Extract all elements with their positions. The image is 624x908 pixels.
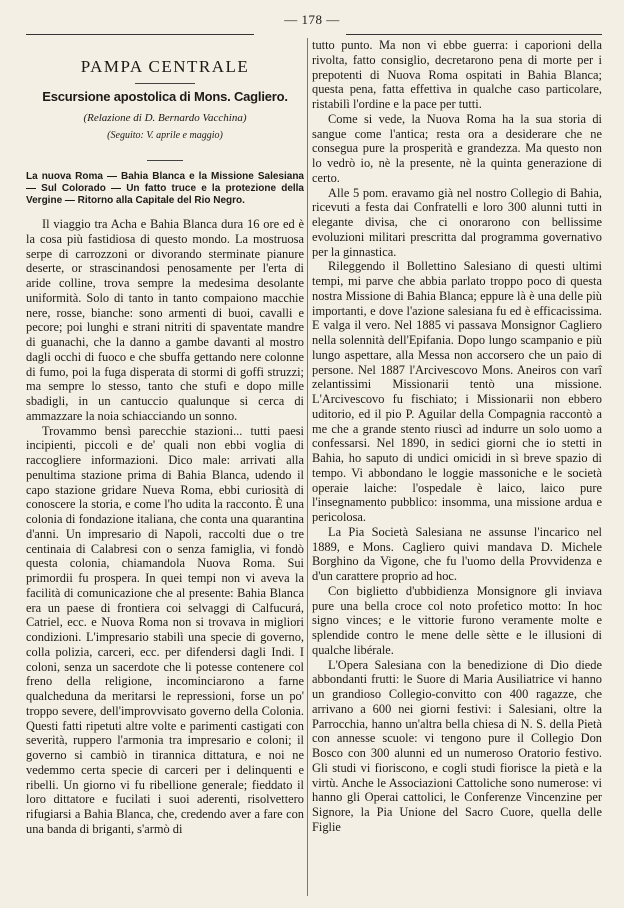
article-title: Escursione apostolica di Mons. Cagliero. [42,88,288,104]
paragraph: La Pia Società Salesiana ne assunse l'incarico nel 1889, e Mons. Cagliero quivi mandava D. Michele Borghino da Vigone, che fu l'uomo della Provvidenza e d'un carattere proprio ad hoc. [312,524,602,583]
page-number: — 178 — [284,12,340,27]
paragraph: Rileggendo il Bollettino Salesiano di questi ultimi tempi, mi parve che abbia parlato troppo poco di questa nostra Missione di Bahia Blanca; eppure là è una delle più importanti, e dove l'azione salesiana fu ed è efficacissima. E valga il vero. Nel 1885 vi passava Monsignor Cagliero nella solennità dell'Epifania. Dopo lungo scampanio e più lungo aspettare, alla Messa non accorsero che un paio di persone. Nel 1887 l'Arcivescovo Mons. Aneiros con varî zelantissimi Missionarii tentò una missione. L'Arcivescovo fu fischiato; i Missionarii non ebbero uditorio, ed il pio P. Aguilar della Compagnia raccontò a me che a grande stento riuscì ad indurre un solo uomo a confessarsi. Nel 1890, in sedici giorni che io stetti in Bahia, ho saputo di undici omicidi in sì breve spazio di tempo. Vi abbondano le loggie massoniche e le società operaie laiche: l'ospedale è laico, laico pure l'insegnamento pubblico: insomma, una missione ardua e pericolosa. [312,259,602,524]
right-column [312,38,602,835]
header-rule-right [346,34,602,35]
paragraph: Con biglietto d'ubbidienza Monsignore gli inviava pure una bella croce col noto profetico motto: In hoc signo vinces; e le vittorie furono veramente molte e splendide contro le mene delle sètte e le illusioni di qualche libérale. [312,583,602,657]
section-title: PAMPA CENTRALE [80,57,250,76]
paragraph: L'Opera Salesiana con la benedizione di Dio diede abbondanti frutti: le Suore di Maria Ausiliatrice vi hanno un grandioso Collegio-convitto con 400 ragazze, che arrivano a 600 nei giorni festivi: i Salesiani, oltre la Parrocchia, hanno un'altra bella chiesa di N. S. della Pietà con annesse scuole: vi tengono pure il Collegio Don Bosco con 300 alunni ed un numeroso Oratorio festivo. Gli studi vi fioriscono, e cogli studi fiorisce la pietà e la virtù. Anche le Associazioni Cattoliche sono numerose: vi hanno gli Operai cattolici, le Conferenze Vincenzine per Signore, la Pia Unione del Sacro Cuore, quella delle Figlie [312,657,602,834]
continuation-note: (Seguito: V. aprile e maggio) [107,130,223,142]
paragraph: Trovammo bensì parecchie stazioni... tutti paesi incipienti, piccoli e de' quali non ebbi voglia di raccogliere informazioni. Dico male: arrivati alla penultima stazione prima di Bahia Blanca, udendo il capo stazione gridare Nueva Roma, ebbi curiosità di conoscere la storia, e come l'ho udita la racconto. È una colonia di fondazione italiana, che conta una quarantina d'anni. Un impresario di Napoli, raccolti due o tre centinaia di Calabresi con o senza famiglia, vi fondò questa colonia, chiamandola Nuova Roma. Sui primordii fu prospera. In quei tempi non vi aveva la facilità di comunicazione che al presente: Bahia Blanca era un paese di frontiera coi selvaggi di Calfucurá, Catriel, ecc. e Nuova Roma non si trovava in migliori condizioni. L'impresario stabilì una specie di governo, colla polizia, carceri, ecc. per difendersi dagli Indi. I coloni, senza un sacerdote che li potesse contenere col freno della religione, incominciarono a farne qualcheduna da meritarsi le repressioni, forse un po' troppo severe, dell'improvvisato governo della Colonia. Questi fatti ripetuti altre volte e parimenti castigati con severità, ruppero l'armonia tra impresario e coloni; il governo si cambiò in tirannica dittatura, e noi ne vedemmo certa specie di carceri per i delinquenti e ribelli. Un giorno vi fu ribellione generale; fieddato il loro dittatore e fucilati i suoi aderenti, risolvettero rifugiarsi a Bahia Blanca, che, credendo aver a fare con una banda di briganti, s'armò di [26,423,304,836]
paragraph: tutto punto. Ma non vi ebbe guerra: i caporioni della rivolta, fatto consiglio, decretarono pena di morte per i prepotenti di Nuova Roma ospitati in Bahia Blanca; questa pena, fatta effettiva in qualche caso particolare, ristabilì l'ordine e la pace per tutti. [312,38,602,111]
header-rule-left [26,34,254,35]
paragraph: Il viaggio tra Acha e Bahia Blanca dura 16 ore ed è la cosa più fastidiosa di questo mondo. La mostruosa serpe di carrozzoni or divorando sterminate pianure deserte, or strascinandosi penosamente per l'erta di aride colline, trova sempre la medesima desolante uniformità. Solo di tanto in tanto compaiono macchie nere, rosse, bianche: sono armenti di buoi, cavalli e pecore; poi lunghi e strani nitriti di spaventate mandre di guanachi, che la danno a gambe davanti al mostro dagli occhi di fuoco e che sbuffa gettando nere colonne di fumo, poi la fuga disperata di stormi di goffi struzzi; ma sempre lo stesso, tanto che stufi e dopo mille sbadigli, in un cantuccio qualunque si cerca di ammazzare la noia schiacciando un sonno. [26,217,304,423]
title-divider [135,83,195,84]
summary-divider [147,160,183,161]
paragraph: Alle 5 pom. eravamo già nel nostro Collegio di Bahia, ricevuti a festa dai Confratelli e loro 300 alunni tutti in elegante divisa, che ci onorarono con bellissime evoluzioni militari prescritta dal programma governativo per la ginnastica. [312,185,602,259]
article-summary: La nuova Roma — Bahia Blanca e la Missione Salesiana — Sul Colorado — Un fatto truce e la protezione della Vergine — Ritorno alla Capitale del Rio Negro. [26,171,304,206]
byline: (Relazione di D. Bernardo Vacchina) [83,111,247,124]
left-column [26,38,304,837]
paragraph: Come si vede, la Nuova Roma ha la sua storia di sangue come l'antica; resta ora a desiderare che ne consegua pure la prosperità e grandezza. Ma questo non lo vedrò io, nè la presente, nè la quinta generazione di certo. [312,111,602,185]
column-separator [307,38,308,896]
